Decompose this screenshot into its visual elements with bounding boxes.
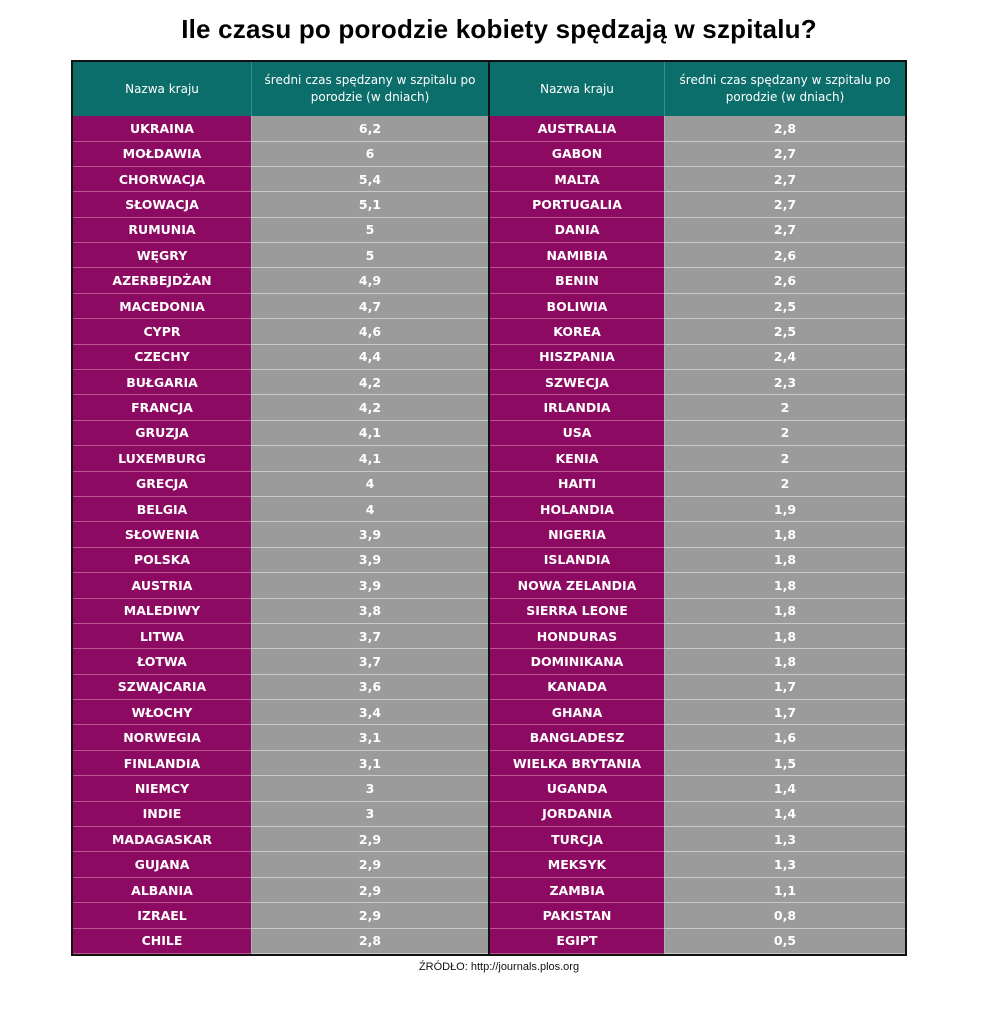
days-value-cell: 3,9 — [251, 522, 488, 547]
table-row — [73, 700, 488, 725]
days-value-cell: 1,9 — [664, 497, 905, 522]
table-row — [73, 776, 488, 801]
column-header-days: średni czas spędzany w szpitalu po porodzie (w dniach) — [664, 62, 905, 116]
table-left-half — [73, 62, 490, 954]
table-row — [73, 751, 488, 776]
country-cell: GUJANA — [73, 852, 251, 877]
country-cell: MALEDIWY — [73, 599, 251, 624]
days-value-cell: 3,4 — [251, 700, 488, 725]
table-row — [73, 142, 488, 167]
country-cell: CYPR — [73, 319, 251, 344]
days-value-cell: 5 — [251, 243, 488, 268]
days-value-cell: 4,4 — [251, 345, 488, 370]
country-cell: RUMUNIA — [73, 218, 251, 243]
days-value-cell: 1,3 — [664, 827, 905, 852]
table-row — [490, 624, 905, 649]
table-header-left — [73, 62, 488, 116]
table-row — [490, 649, 905, 674]
days-value-cell: 4,2 — [251, 395, 488, 420]
country-cell: NIGERIA — [490, 522, 664, 547]
table-header-right — [490, 62, 905, 116]
table-row — [490, 852, 905, 877]
table-row — [490, 319, 905, 344]
country-cell: PORTUGALIA — [490, 192, 664, 217]
table-row — [73, 929, 488, 954]
country-cell: WŁOCHY — [73, 700, 251, 725]
days-value-cell: 2 — [664, 472, 905, 497]
country-cell: IRLANDIA — [490, 395, 664, 420]
table-row — [490, 725, 905, 750]
table-row — [490, 548, 905, 573]
days-value-cell: 4,9 — [251, 268, 488, 293]
country-cell: GRUZJA — [73, 421, 251, 446]
table-row — [490, 421, 905, 446]
table-row — [490, 497, 905, 522]
days-value-cell: 4,1 — [251, 446, 488, 471]
days-value-cell: 2 — [664, 395, 905, 420]
table-row — [73, 294, 488, 319]
days-value-cell: 2,8 — [251, 929, 488, 954]
days-value-cell: 5,4 — [251, 167, 488, 192]
days-value-cell: 2,9 — [251, 827, 488, 852]
days-value-cell: 2,9 — [251, 903, 488, 928]
table-row — [73, 675, 488, 700]
days-value-cell: 1,8 — [664, 548, 905, 573]
country-cell: AUSTRIA — [73, 573, 251, 598]
country-cell: GRECJA — [73, 472, 251, 497]
table-row — [73, 116, 488, 141]
country-cell: INDIE — [73, 802, 251, 827]
days-value-cell: 2,9 — [251, 878, 488, 903]
table-row — [73, 548, 488, 573]
country-cell: DOMINIKANA — [490, 649, 664, 674]
country-cell: BENIN — [490, 268, 664, 293]
country-cell: ISLANDIA — [490, 548, 664, 573]
country-cell: POLSKA — [73, 548, 251, 573]
days-value-cell: 2,5 — [664, 319, 905, 344]
table-row — [73, 725, 488, 750]
country-cell: MEKSYK — [490, 852, 664, 877]
days-value-cell: 2 — [664, 446, 905, 471]
country-cell: KOREA — [490, 319, 664, 344]
table-row — [490, 294, 905, 319]
table-row — [73, 167, 488, 192]
table-row — [490, 776, 905, 801]
country-cell: MADAGASKAR — [73, 827, 251, 852]
days-value-cell: 4,6 — [251, 319, 488, 344]
days-value-cell: 0,5 — [664, 929, 905, 954]
country-cell: IZRAEL — [73, 903, 251, 928]
country-cell: EGIPT — [490, 929, 664, 954]
days-value-cell: 1,4 — [664, 776, 905, 801]
table-row — [73, 192, 488, 217]
days-value-cell: 4,2 — [251, 370, 488, 395]
days-value-cell: 4,7 — [251, 294, 488, 319]
days-value-cell: 6 — [251, 142, 488, 167]
days-value-cell: 2 — [664, 421, 905, 446]
country-cell: SŁOWENIA — [73, 522, 251, 547]
country-cell: SZWECJA — [490, 370, 664, 395]
days-value-cell: 1,8 — [664, 599, 905, 624]
table-row — [73, 802, 488, 827]
table-row — [73, 345, 488, 370]
data-table — [71, 60, 907, 956]
country-cell: ZAMBIA — [490, 878, 664, 903]
country-cell: GHANA — [490, 700, 664, 725]
country-cell: AZERBEJDŻAN — [73, 268, 251, 293]
table-row — [490, 700, 905, 725]
table-row — [73, 268, 488, 293]
days-value-cell: 3,1 — [251, 751, 488, 776]
table-row — [490, 929, 905, 954]
table-body-left — [73, 116, 488, 954]
column-header-country: Nazwa kraju — [125, 81, 199, 96]
table-row — [490, 370, 905, 395]
days-value-cell: 1,1 — [664, 878, 905, 903]
country-cell: BELGIA — [73, 497, 251, 522]
country-cell: ŁOTWA — [73, 649, 251, 674]
days-value-cell: 3,8 — [251, 599, 488, 624]
days-value-cell: 2,7 — [664, 142, 905, 167]
table-row — [490, 268, 905, 293]
country-cell: UGANDA — [490, 776, 664, 801]
table-row — [73, 421, 488, 446]
country-cell: UKRAINA — [73, 116, 251, 141]
table-row — [73, 903, 488, 928]
days-value-cell: 4 — [251, 497, 488, 522]
table-row — [73, 472, 488, 497]
table-row — [73, 243, 488, 268]
country-cell: NIEMCY — [73, 776, 251, 801]
table-row — [490, 573, 905, 598]
days-value-cell: 2,9 — [251, 852, 488, 877]
country-cell: HISZPANIA — [490, 345, 664, 370]
country-cell: JORDANIA — [490, 802, 664, 827]
table-row — [490, 472, 905, 497]
days-value-cell: 3,9 — [251, 573, 488, 598]
country-cell: SŁOWACJA — [73, 192, 251, 217]
table-row — [73, 827, 488, 852]
days-value-cell: 1,6 — [664, 725, 905, 750]
country-cell: CHILE — [73, 929, 251, 954]
days-value-cell: 5 — [251, 218, 488, 243]
table-row — [73, 446, 488, 471]
country-cell: MACEDONIA — [73, 294, 251, 319]
country-cell: WIELKA BRYTANIA — [490, 751, 664, 776]
country-cell: HONDURAS — [490, 624, 664, 649]
country-cell: NOWA ZELANDIA — [490, 573, 664, 598]
country-cell: SIERRA LEONE — [490, 599, 664, 624]
country-cell: MALTA — [490, 167, 664, 192]
table-row — [490, 522, 905, 547]
days-value-cell: 1,7 — [664, 700, 905, 725]
days-value-cell: 1,5 — [664, 751, 905, 776]
table-row — [490, 142, 905, 167]
country-cell: FINLANDIA — [73, 751, 251, 776]
country-cell: USA — [490, 421, 664, 446]
days-value-cell: 1,8 — [664, 649, 905, 674]
country-cell: AUSTRALIA — [490, 116, 664, 141]
days-value-cell: 2,5 — [664, 294, 905, 319]
table-row — [490, 751, 905, 776]
table-row — [490, 243, 905, 268]
days-value-cell: 3,9 — [251, 548, 488, 573]
table-row — [490, 345, 905, 370]
country-cell: PAKISTAN — [490, 903, 664, 928]
country-cell: KANADA — [490, 675, 664, 700]
days-value-cell: 1,8 — [664, 573, 905, 598]
days-value-cell: 3 — [251, 776, 488, 801]
table-row — [73, 370, 488, 395]
country-cell: WĘGRY — [73, 243, 251, 268]
table-right-half — [490, 62, 905, 954]
table-row — [73, 599, 488, 624]
country-cell: NAMIBIA — [490, 243, 664, 268]
column-header-days: średni czas spędzany w szpitalu po porodzie (w dniach) — [251, 62, 488, 116]
days-value-cell: 6,2 — [251, 116, 488, 141]
table-row — [73, 878, 488, 903]
days-value-cell: 1,3 — [664, 852, 905, 877]
column-header-country: Nazwa kraju — [540, 81, 614, 96]
days-value-cell: 0,8 — [664, 903, 905, 928]
country-cell: LUXEMBURG — [73, 446, 251, 471]
table-row — [73, 319, 488, 344]
table-row — [73, 218, 488, 243]
country-cell: ALBANIA — [73, 878, 251, 903]
days-value-cell: 3,1 — [251, 725, 488, 750]
table-row — [490, 192, 905, 217]
country-cell: TURCJA — [490, 827, 664, 852]
days-value-cell: 3,7 — [251, 624, 488, 649]
table-row — [73, 573, 488, 598]
days-value-cell: 5,1 — [251, 192, 488, 217]
days-value-cell: 1,4 — [664, 802, 905, 827]
country-cell: NORWEGIA — [73, 725, 251, 750]
table-row — [73, 649, 488, 674]
table-row — [490, 218, 905, 243]
country-cell: CHORWACJA — [73, 167, 251, 192]
country-cell: HOLANDIA — [490, 497, 664, 522]
table-row — [73, 852, 488, 877]
days-value-cell: 2,7 — [664, 218, 905, 243]
days-value-cell: 2,8 — [664, 116, 905, 141]
country-cell: HAITI — [490, 472, 664, 497]
country-cell: FRANCJA — [73, 395, 251, 420]
table-row — [73, 522, 488, 547]
table-row — [490, 903, 905, 928]
days-value-cell: 3,7 — [251, 649, 488, 674]
days-value-cell: 2,6 — [664, 243, 905, 268]
table-row — [490, 827, 905, 852]
country-cell: KENIA — [490, 446, 664, 471]
table-row — [490, 599, 905, 624]
days-value-cell: 2,3 — [664, 370, 905, 395]
days-value-cell: 3,6 — [251, 675, 488, 700]
days-value-cell: 2,7 — [664, 167, 905, 192]
country-cell: MOŁDAWIA — [73, 142, 251, 167]
country-cell: GABON — [490, 142, 664, 167]
days-value-cell: 1,8 — [664, 522, 905, 547]
days-value-cell: 2,4 — [664, 345, 905, 370]
table-row — [490, 675, 905, 700]
table-row — [490, 167, 905, 192]
days-value-cell: 2,7 — [664, 192, 905, 217]
days-value-cell: 1,7 — [664, 675, 905, 700]
country-cell: BUŁGARIA — [73, 370, 251, 395]
country-cell: BANGLADESZ — [490, 725, 664, 750]
days-value-cell: 4,1 — [251, 421, 488, 446]
days-value-cell: 3 — [251, 802, 488, 827]
country-cell: SZWAJCARIA — [73, 675, 251, 700]
table-row — [490, 446, 905, 471]
country-cell: DANIA — [490, 218, 664, 243]
days-value-cell: 4 — [251, 472, 488, 497]
table-body-right — [490, 116, 905, 954]
days-value-cell: 1,8 — [664, 624, 905, 649]
table-row — [73, 624, 488, 649]
chart-title: Ile czasu po porodzie kobiety spędzają w szpitalu? — [181, 14, 817, 44]
days-value-cell: 2,6 — [664, 268, 905, 293]
table-row — [490, 395, 905, 420]
source-note: ŹRÓDŁO: http://journals.plos.org — [418, 961, 580, 973]
country-cell: LITWA — [73, 624, 251, 649]
country-cell: BOLIWIA — [490, 294, 664, 319]
table-row — [490, 116, 905, 141]
table-row — [73, 395, 488, 420]
country-cell: CZECHY — [73, 345, 251, 370]
table-row — [73, 497, 488, 522]
table-row — [490, 878, 905, 903]
table-row — [490, 802, 905, 827]
